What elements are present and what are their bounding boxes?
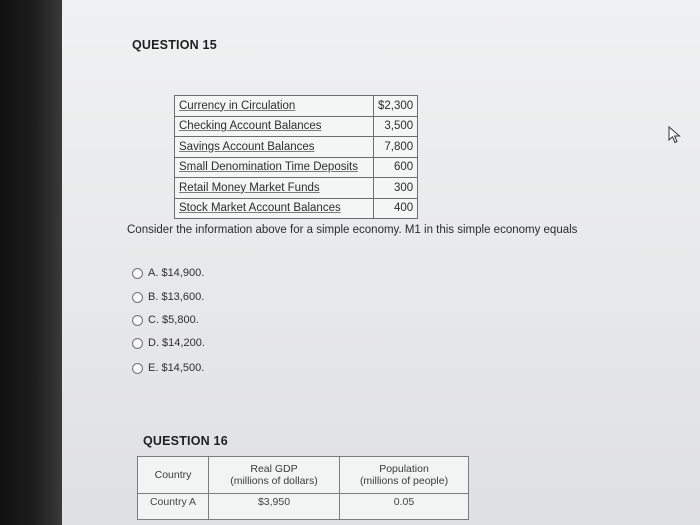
question-15-prompt: Consider the information above for a simple economy. M1 in this simple economy equals	[127, 224, 578, 236]
gdp-table	[137, 456, 469, 520]
table-row	[138, 494, 469, 520]
radio-button[interactable]	[132, 268, 143, 279]
table-header-row	[138, 457, 469, 494]
table-row	[175, 116, 418, 137]
table-cell-value: $2,300	[374, 96, 418, 117]
table-row	[175, 157, 418, 178]
monitor-bezel	[0, 0, 62, 525]
choice-label: B. $13,600.	[148, 291, 205, 303]
cell-country: Country A	[138, 494, 209, 520]
table-cell-label: Small Denomination Time Deposits	[175, 157, 374, 178]
question-15-title: QUESTION 15	[132, 38, 217, 52]
table-cell-value: 300	[374, 178, 418, 199]
choice-label: E. $14,500.	[148, 362, 205, 374]
table-row	[175, 137, 418, 158]
table-cell-label: Currency in Circulation	[175, 96, 374, 117]
table-cell-label: Savings Account Balances	[175, 137, 374, 158]
radio-button[interactable]	[132, 338, 143, 349]
cell-population: 0.05	[340, 494, 469, 520]
table-cell-value: 400	[374, 198, 418, 219]
radio-button[interactable]	[132, 315, 143, 326]
header-country: Country	[138, 457, 209, 494]
table-row	[175, 198, 418, 219]
choice-label: D. $14,200.	[148, 337, 205, 349]
table-row	[175, 96, 418, 117]
table-cell-label: Checking Account Balances	[175, 116, 374, 137]
question-16-title: QUESTION 16	[143, 434, 228, 448]
table-cell-value: 600	[374, 157, 418, 178]
money-supply-table	[174, 95, 418, 219]
choice-label: A. $14,900.	[148, 267, 205, 279]
choice-label: C. $5,800.	[148, 314, 199, 326]
table-cell-value: 7,800	[374, 137, 418, 158]
header-real-gdp: Real GDP (millions of dollars)	[209, 457, 340, 494]
radio-button[interactable]	[132, 292, 143, 303]
mouse-pointer-icon	[668, 126, 682, 144]
choice-d[interactable]	[132, 337, 205, 349]
table-row	[175, 178, 418, 199]
header-population: Population (millions of people)	[340, 457, 469, 494]
choice-e[interactable]	[132, 362, 204, 374]
choice-c[interactable]	[132, 314, 199, 326]
cell-real-gdp: $3,950	[209, 494, 340, 520]
table-cell-label: Retail Money Market Funds	[175, 178, 374, 199]
radio-button[interactable]	[132, 363, 143, 374]
table-cell-value: 3,500	[374, 116, 418, 137]
choice-b[interactable]	[132, 291, 204, 303]
choice-a[interactable]	[132, 267, 204, 279]
table-cell-label: Stock Market Account Balances	[175, 198, 374, 219]
